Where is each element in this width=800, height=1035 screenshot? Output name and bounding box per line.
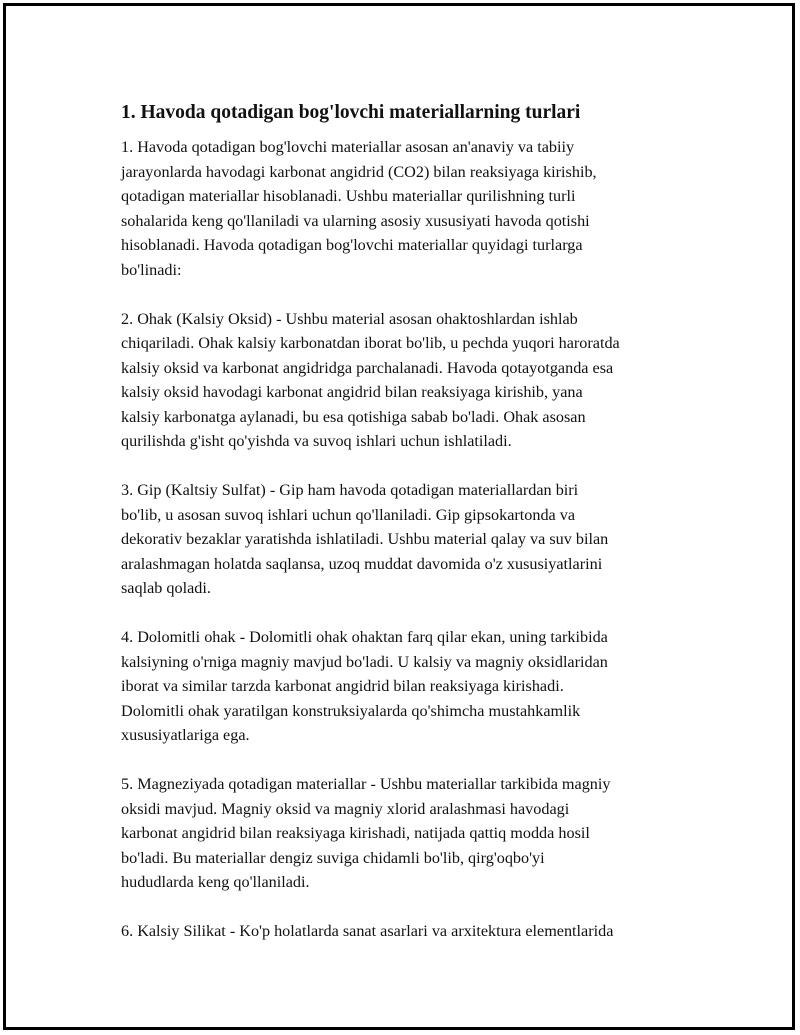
text-line: Dolomitli ohak yaratilgan konstruksiyalarda qo'shimcha mustahkamlik xyxy=(121,701,581,720)
text-line: saqlab qoladi. xyxy=(121,579,211,597)
text-line: hisoblanadi. Havoda qotadigan bog'lovchi materiallar quyidagi turlarga xyxy=(121,236,583,254)
paragraph-magneziya xyxy=(121,772,696,895)
text-line: bo'linadi: xyxy=(121,260,182,279)
paragraph-gip xyxy=(121,478,696,601)
text-line: sohalarida keng qo'llaniladi va ularning asosiy xususiyati havoda qotishi xyxy=(121,211,590,230)
text-line: 2. Ohak (Kalsiy Oksid) - Ushbu material asosan ohaktoshlardan ishlab xyxy=(121,309,578,328)
text-line: iborat va similar tarzda karbonat angidrid bilan reaksiyaga kirishadi. xyxy=(121,677,564,695)
text-line: 1. Havoda qotadigan bog'lovchi materiallar asosan an'anaviy va tabiiy xyxy=(121,138,575,156)
paragraph-dolomitli-ohak xyxy=(121,625,696,748)
text-line: chiqariladi. Ohak kalsiy karbonatdan iborat bo'lib, u pechda yuqori haroratda xyxy=(121,334,620,352)
paragraph-intro xyxy=(121,135,696,282)
text-line: kalsiy oksid va karbonat angidridga parchalanadi. Havoda qotayotganda esa xyxy=(121,358,614,377)
document-body xyxy=(121,99,696,968)
text-line: qotadigan materiallar hisoblanadi. Ushbu materiallar qurilishning turli xyxy=(121,187,576,205)
text-line: kalsiy oksid havodagi karbonat angidrid bilan reaksiyaga kirishib, yana xyxy=(121,383,583,401)
text-line: kalsiy karbonatga aylanadi, bu esa qotishiga sabab bo'ladi. Ohak asosan xyxy=(121,407,586,426)
text-line: jarayonlarda havodagi karbonat angidrid (CO2) bilan reaksiyaga kirishib, xyxy=(121,162,597,181)
text-line: xususiyatlariga ega. xyxy=(121,726,250,744)
text-line: oksidi mavjud. Magniy oksid va magniy xlorid aralashmasi havodagi xyxy=(121,799,570,818)
text-line: 3. Gip (Kaltsiy Sulfat) - Gip ham havoda qotadigan materiallardan biri xyxy=(121,481,579,499)
text-line: 4. Dolomitli ohak - Dolomitli ohak ohaktan farq qilar ekan, uning tarkibida xyxy=(121,628,608,646)
text-line: bo'lib, u asosan suvoq ishlari uchun qo'llaniladi. Gip gipsokartonda va xyxy=(121,505,576,524)
page-frame xyxy=(3,3,795,1030)
text-line: 6. Kalsiy Silikat - Ko'p holatlarda sanat asarlari va arxitektura elementlarida xyxy=(121,922,614,940)
paragraph-kalsiy-silikat xyxy=(121,919,696,944)
text-line: kalsiyning o'rniga magniy mavjud bo'ladi. U kalsiy va magniy oksidlaridan xyxy=(121,652,608,671)
text-line: bo'ladi. Bu materiallar dengiz suviga chidamli bo'lib, qirg'oqbo'yi xyxy=(121,848,545,867)
text-line: aralashmagan holatda saqlansa, uzoq muddat davomida o'z xususiyatlarini xyxy=(121,554,603,573)
paragraph-ohak xyxy=(121,307,696,454)
text-line: hududlarda keng qo'llaniladi. xyxy=(121,873,310,891)
document-title: 1. Havoda qotadigan bog'lovchi materiallarning turlari xyxy=(121,102,581,123)
text-line: qurilishda g'isht qo'yishda va suvoq ishlari uchun ishlatiladi. xyxy=(121,432,512,450)
text-line: karbonat angidrid bilan reaksiyaga kirishadi, natijada qattiq modda hosil xyxy=(121,824,590,842)
text-line: 5. Magneziyada qotadigan materiallar - Ushbu materiallar tarkibida magniy xyxy=(121,775,611,793)
text-line: dekorativ bezaklar yaratishda ishlatiladi. Ushbu material qalay va suv bilan xyxy=(121,530,609,548)
